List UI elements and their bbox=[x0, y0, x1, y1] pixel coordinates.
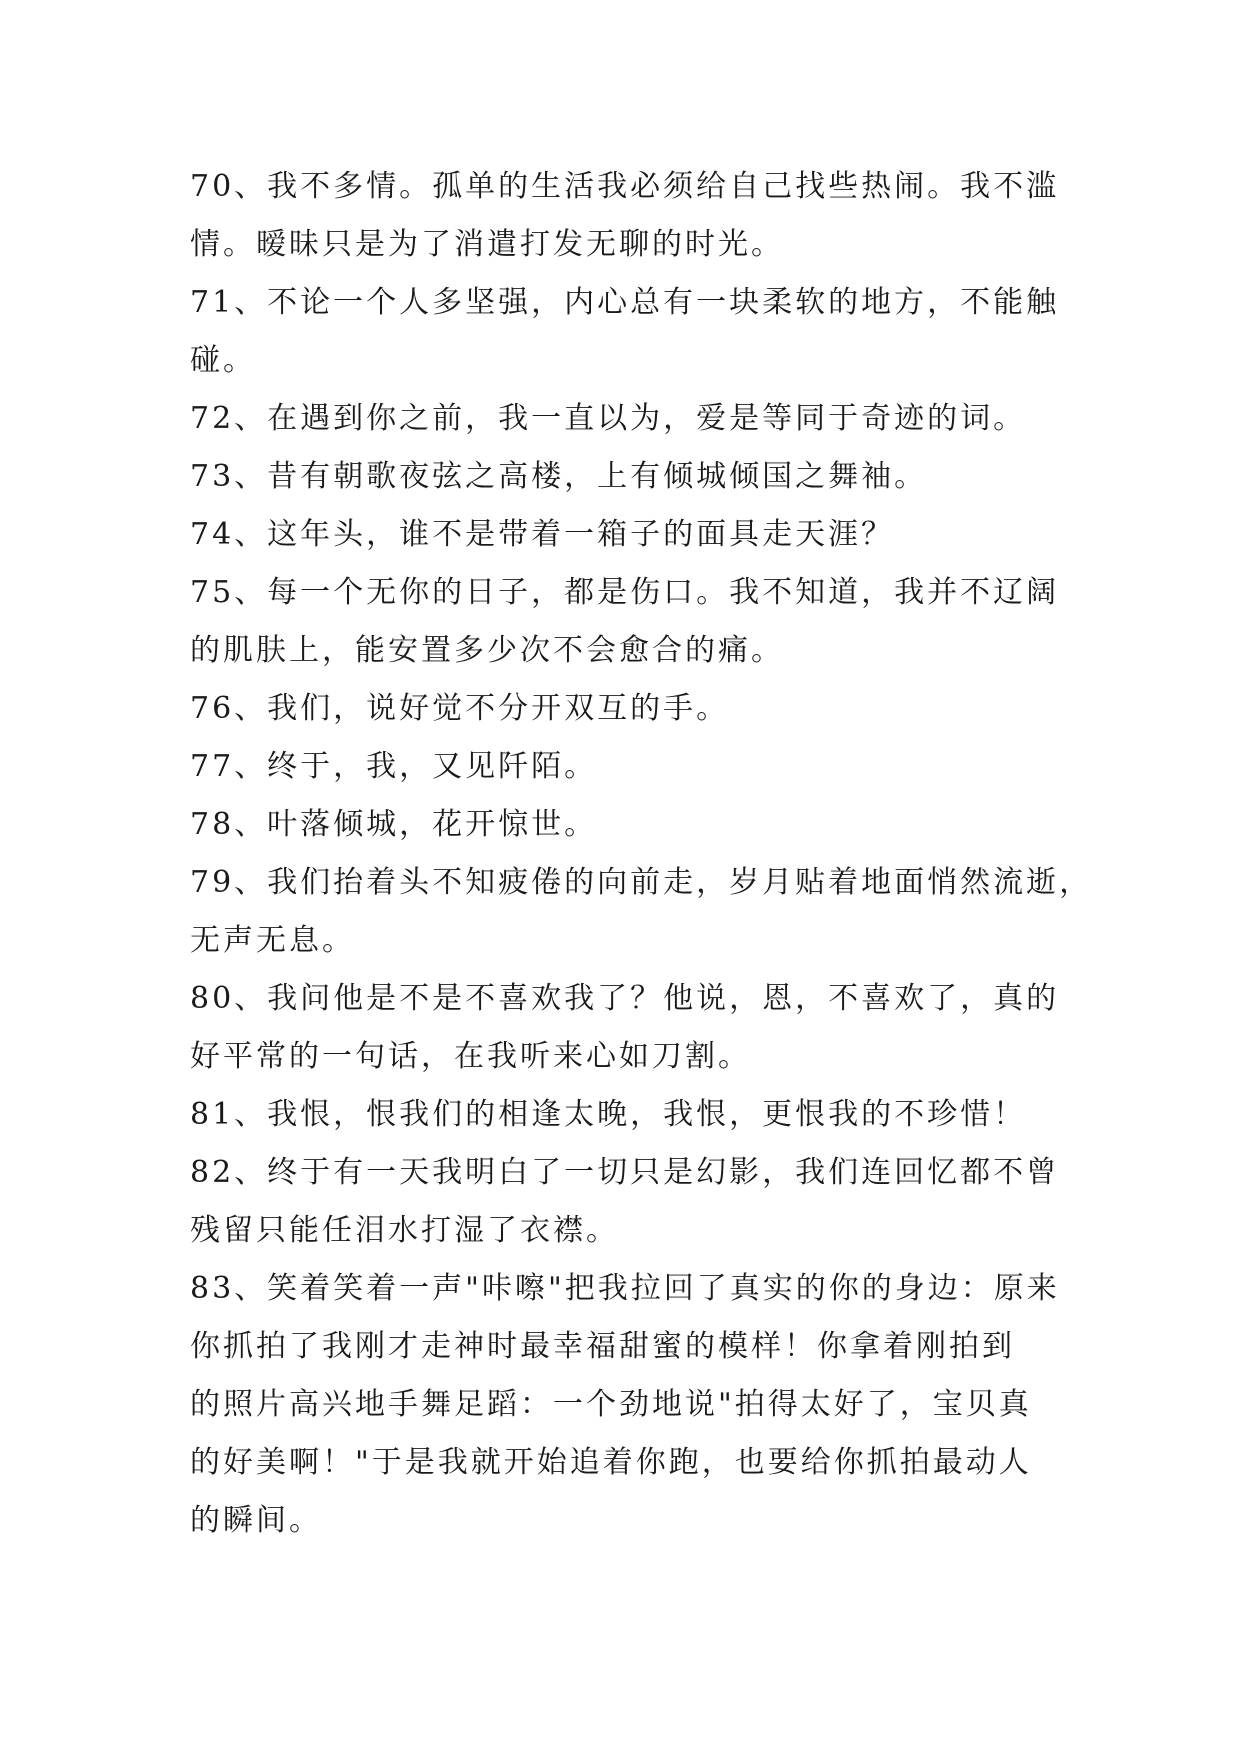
text-line: 的瞬间。 bbox=[190, 1503, 322, 1538]
text-line: 74、这年头，谁不是带着一箱子的面具走天涯？ bbox=[190, 517, 895, 552]
text-line: 78、叶落倾城，花开惊世。 bbox=[190, 807, 598, 842]
text-line: 82、终于有一天我明白了一切只是幻影，我们连回忆都不曾 bbox=[190, 1155, 1060, 1190]
text-line: 79、我们抬着头不知疲倦的向前走，岁月贴着地面悄然流逝， bbox=[190, 865, 1093, 900]
text-line: 的照片高兴地手舞足蹈：一个劲地说"拍得太好了，宝贝真 bbox=[190, 1387, 1032, 1422]
text-line: 残留只能任泪水打湿了衣襟。 bbox=[190, 1213, 619, 1248]
text-line: 73、昔有朝歌夜弦之高楼，上有倾城倾国之舞袖。 bbox=[190, 459, 928, 494]
text-line: 碰。 bbox=[190, 343, 256, 378]
text-line: 75、每一个无你的日子，都是伤口。我不知道，我并不辽阔 bbox=[190, 575, 1060, 610]
text-line: 81、我恨，恨我们的相逢太晚，我恨，更恨我的不珍惜！ bbox=[190, 1097, 1027, 1132]
text-line: 的好美啊！"于是我就开始追着你跑，也要给你抓拍最动人 bbox=[190, 1445, 1032, 1480]
text-line: 的肌肤上，能安置多少次不会愈合的痛。 bbox=[190, 633, 784, 668]
text-line: 72、在遇到你之前，我一直以为，爱是等同于奇迹的词。 bbox=[190, 401, 1027, 436]
text-line: 你抓拍了我刚才走神时最幸福甜蜜的模样！你拿着刚拍到 bbox=[190, 1329, 1015, 1364]
text-line: 80、我问他是不是不喜欢我了？他说，恩，不喜欢了，真的 bbox=[190, 981, 1060, 1016]
text-line: 70、我不多情。孤单的生活我必须给自己找些热闹。我不滥 bbox=[190, 169, 1060, 204]
text-line: 无声无息。 bbox=[190, 923, 355, 958]
document-body bbox=[190, 158, 1093, 1550]
text-line: 71、不论一个人多坚强，内心总有一块柔软的地方，不能触 bbox=[190, 285, 1060, 320]
text-line: 情。暧昧只是为了消遣打发无聊的时光。 bbox=[190, 227, 784, 262]
text-line: 77、终于，我，又见阡陌。 bbox=[190, 749, 598, 784]
text-line: 好平常的一句话，在我听来心如刀割。 bbox=[190, 1039, 751, 1074]
text-line: 76、我们，说好觉不分开双互的手。 bbox=[190, 691, 730, 726]
text-line: 83、笑着笑着一声"咔嚓"把我拉回了真实的你的身边：原来 bbox=[190, 1271, 1060, 1306]
